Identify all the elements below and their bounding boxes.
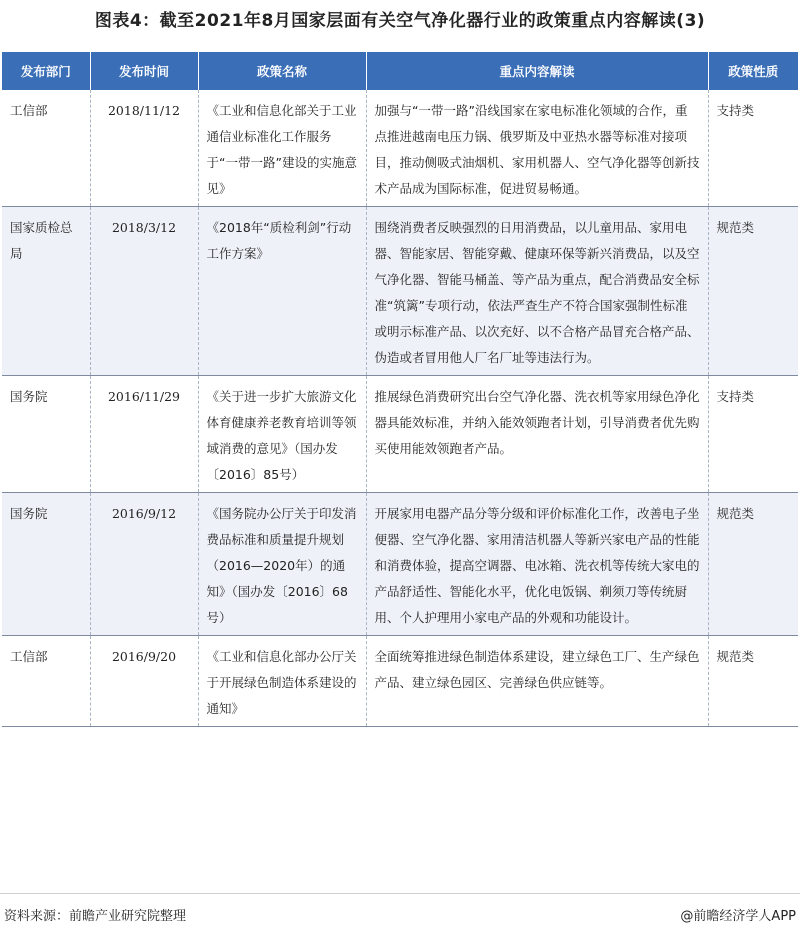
policy-table — [2, 52, 798, 727]
table-row — [2, 90, 798, 207]
footer-divider — [0, 893, 800, 894]
brand-credit: @前瞻经济学人APP — [680, 909, 796, 924]
cell-dept: 国家质检总局 — [2, 207, 90, 376]
cell-nature: 规范类 — [708, 493, 798, 636]
cell-dept: 国务院 — [2, 376, 90, 493]
cell-policy-name: 《2018年“质检利剑”行动工作方案》 — [198, 207, 366, 376]
cell-content: 加强与“一带一路”沿线国家在家电标准化领域的合作，重点推进越南电压力锅、俄罗斯及中亚热水器等标准对接项目，推动侧吸式油烟机、家用机器人、空气净化器等创新技术产品成为国际标准，促进贸易畅通。 — [366, 90, 708, 207]
header-nature: 政策性质 — [708, 52, 798, 90]
page-title: 图表4：截至2021年8月国家层面有关空气净化器行业的政策重点内容解读(3) — [94, 11, 706, 31]
cell-date: 2016/11/29 — [90, 376, 198, 493]
header-dept: 发布部门 — [2, 52, 90, 90]
cell-nature: 规范类 — [708, 207, 798, 376]
cell-nature: 规范类 — [708, 636, 798, 727]
cell-date: 2018/11/12 — [90, 90, 198, 207]
cell-nature: 支持类 — [708, 90, 798, 207]
table-row — [2, 636, 798, 727]
header-date: 发布时间 — [90, 52, 198, 90]
cell-date: 2016/9/20 — [90, 636, 198, 727]
cell-date: 2018/3/12 — [90, 207, 198, 376]
cell-content: 围绕消费者反映强烈的日用消费品，以儿童用品、家用电器、智能家居、智能穿戴、健康环保等新兴消费品，以及空气净化器、智能马桶盖、等产品为重点，配合消费品安全标准“筑篱”专项行动，依法严查生产不符合国家强制性标准或明示标准产品、以次充好、以不合格产品冒充合格产品、伪造或者冒用他人厂名厂址等违法行为。 — [366, 207, 708, 376]
cell-date: 2016/9/12 — [90, 493, 198, 636]
header-policy-name: 政策名称 — [198, 52, 366, 90]
cell-dept: 工信部 — [2, 90, 90, 207]
cell-policy-name: 《工业和信息化部办公厅关于开展绿色制造体系建设的通知》 — [198, 636, 366, 727]
table-row — [2, 376, 798, 493]
table-header-row — [2, 52, 798, 90]
cell-policy-name: 《工业和信息化部关于工业通信业标准化工作服务于“一带一路”建设的实施意见》 — [198, 90, 366, 207]
cell-policy-name: 《国务院办公厅关于印发消费品标准和质量提升规划（2016—2020年）的通知》（国办发〔2016〕68号） — [198, 493, 366, 636]
cell-content: 全面统筹推进绿色制造体系建设，建立绿色工厂、生产绿色产品、建立绿色园区、完善绿色供应链等。 — [366, 636, 708, 727]
header-content: 重点内容解读 — [366, 52, 708, 90]
table-row — [2, 493, 798, 636]
cell-dept: 国务院 — [2, 493, 90, 636]
cell-policy-name: 《关于进一步扩大旅游文化体育健康养老教育培训等领域消费的意见》（国办发〔2016〕85号） — [198, 376, 366, 493]
cell-nature: 支持类 — [708, 376, 798, 493]
cell-content: 开展家用电器产品分等分级和评价标准化工作，改善电子坐便器、空气净化器、家用清洁机器人等新兴家电产品的性能和消费体验，提高空调器、电冰箱、洗衣机等传统大家电的产品舒适性、智能化水平，优化电饭锅、剃须刀等传统厨用、个人护理用小家电产品的外观和功能设计。 — [366, 493, 708, 636]
table-row — [2, 207, 798, 376]
cell-content: 推展绿色消费研究出台空气净化器、洗衣机等家用绿色净化器具能效标准，并纳入能效领跑者计划，引导消费者优先购买使用能效领跑者产品。 — [366, 376, 708, 493]
source-note: 资料来源：前瞻产业研究院整理 — [4, 909, 187, 924]
cell-dept: 工信部 — [2, 636, 90, 727]
